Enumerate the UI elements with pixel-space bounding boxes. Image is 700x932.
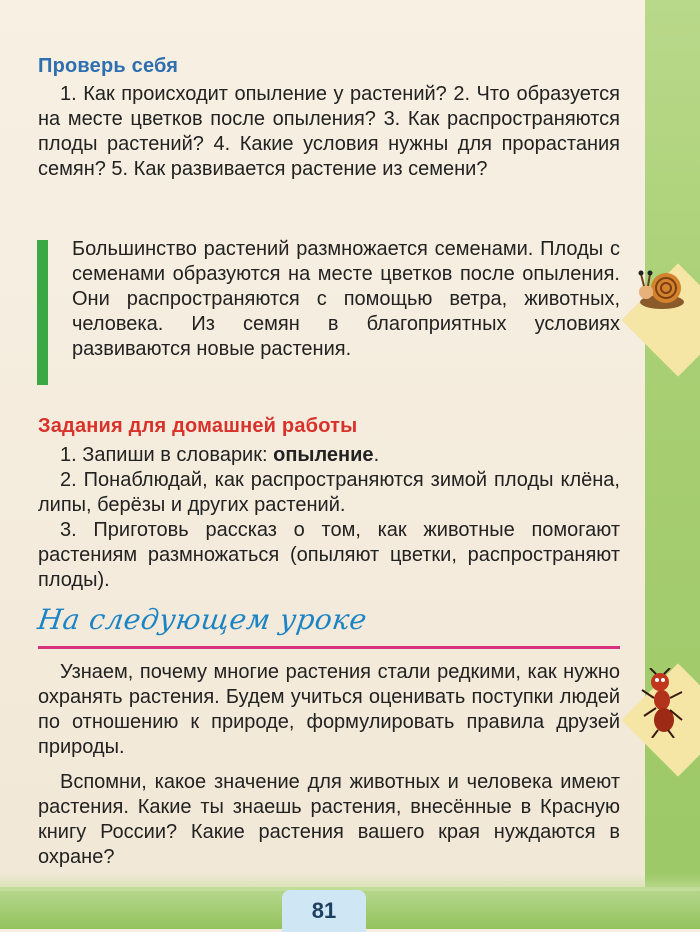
check-yourself-text: 1. Как происходит опыление у растений? 2. Что образуется на месте цветков после опыления? 3. Как распространяются плоды растений? 4. Какие условия нужны для прорастания семян? 5. Как развивается растение из семени? xyxy=(38,83,620,180)
homework-task-1-suffix: . xyxy=(373,444,380,466)
green-margin-strip xyxy=(645,0,700,929)
summary-text: Большинство растений размножается семенами. Плоды с семенами образуются на месте цветков после опыления. Они распространяются с помощью ветра, животных, человека. Из семян в благоприятных условиях развиваются новые растения. xyxy=(72,238,620,360)
next-lesson-text-1: Узнаем, почему многие растения стали редкими, как нужно охранять растения. Будем учиться оценивать поступки людей по отношению к природе, формулировать правила друзей природы. xyxy=(38,661,620,758)
homework-task-1-prefix: 1. Запиши в словарик: xyxy=(60,444,274,466)
homework-task-1-word: опыление xyxy=(273,444,374,466)
snail-mascot-icon xyxy=(636,262,688,314)
next-lesson-title: На следующем уроке xyxy=(35,603,370,636)
homework-task-1 xyxy=(38,443,620,468)
homework-title: Задания для домашней работы xyxy=(38,415,358,437)
check-yourself-questions xyxy=(38,82,620,182)
homework-task-2: 2. Понаблюдай, как распространяются зимой плоды клёна, липы, берёзы и других растений. xyxy=(38,469,620,516)
next-lesson-divider xyxy=(38,646,620,649)
homework-tasks xyxy=(38,443,620,593)
homework-task-3: 3. Приготовь рассказ о том, как животные помогают растениям размножаться (опыляют цветки, распространяют плоды). xyxy=(38,519,620,591)
next-lesson-paragraph-2 xyxy=(38,770,620,870)
page-number: 81 xyxy=(282,890,366,932)
ant-mascot-icon xyxy=(636,668,688,738)
summary-block xyxy=(72,237,620,362)
check-yourself-title: Проверь себя xyxy=(38,55,179,77)
summary-green-bar xyxy=(37,240,48,385)
next-lesson-paragraph-1 xyxy=(38,660,620,760)
next-lesson-text-2: Вспомни, какое значение для животных и человека имеют растения. Какие ты знаешь растения, внесённые в Красную книгу России? Какие растения вашего края нуждаются в охране? xyxy=(38,771,620,868)
